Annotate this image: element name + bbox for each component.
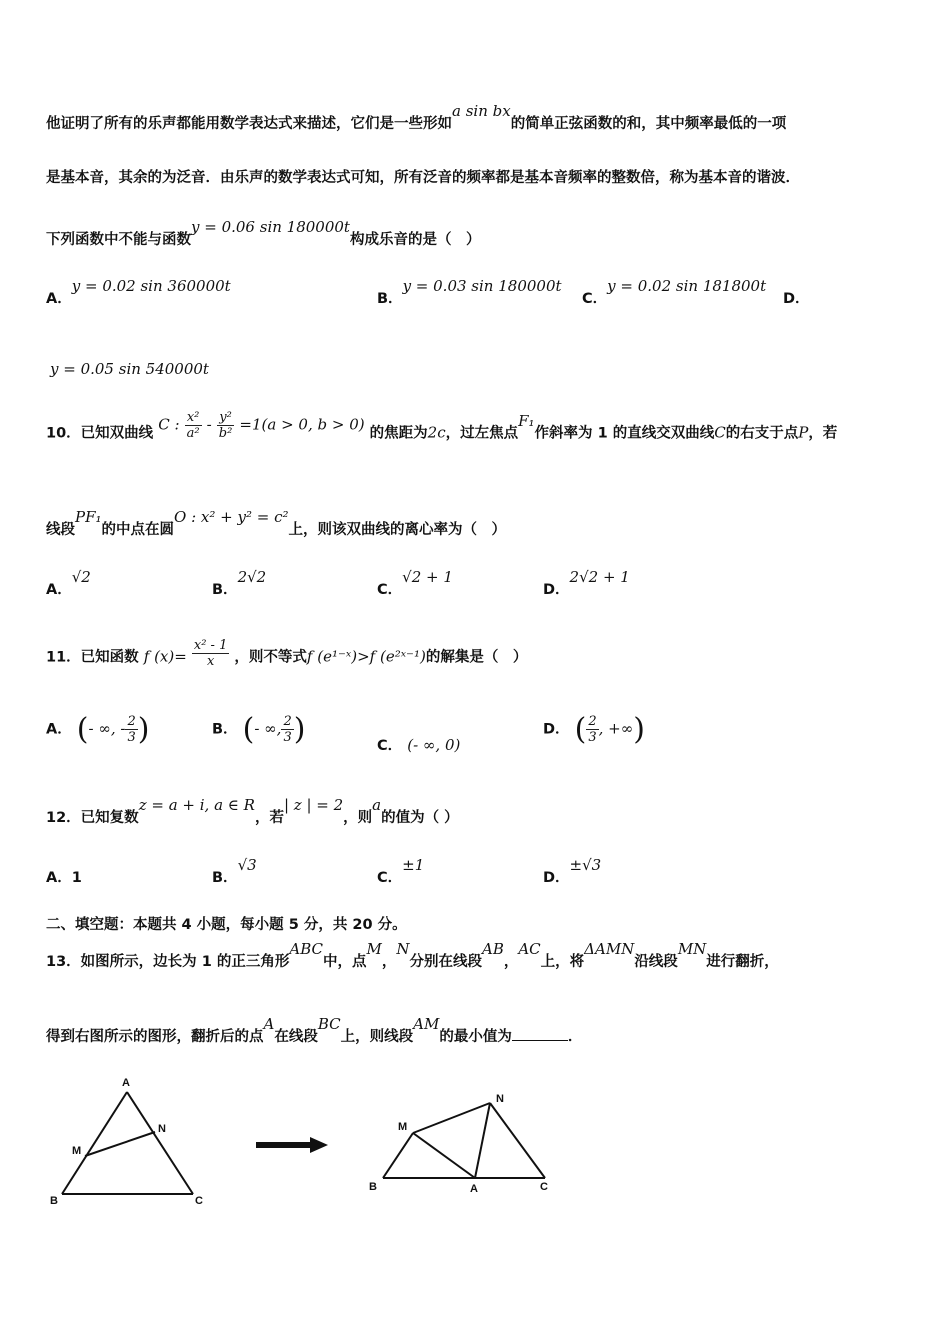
q13-text: 的最小值为: [439, 1029, 512, 1045]
q11-option-c[interactable]: [377, 734, 460, 755]
math-expression: P: [798, 423, 809, 442]
q13-text: 中，点: [323, 954, 367, 970]
q11-text: ，则不等式: [234, 649, 307, 666]
q10-option-a[interactable]: [46, 568, 91, 599]
q9-line-2: 是基本音，其余的为泛音．由乐声的数学表达式可知，所有泛音的频率都是基本音频率的整数倍，称为基本音的谐波．: [46, 170, 800, 186]
option-expression: √2 + 1: [402, 568, 453, 586]
option-letter: C．: [377, 738, 403, 754]
math-expression: O : x² + y² = c²: [174, 508, 289, 526]
side-ab: [62, 1092, 127, 1194]
fraction: [281, 714, 293, 745]
q13-text: 得到右图所示的图形，翻折后的点: [46, 1029, 264, 1045]
right-paren: ): [137, 712, 150, 747]
segment-na: [475, 1103, 490, 1178]
option-letter: D．: [543, 870, 570, 886]
option-letter: B．: [212, 870, 238, 886]
option-letter: D．: [543, 721, 570, 738]
math-expression: M: [366, 940, 382, 958]
q11-option-a[interactable]: [46, 712, 149, 747]
left-paren: (: [574, 712, 587, 747]
q11-text: 的解集是（ ）: [425, 649, 528, 666]
label-n: N: [158, 1123, 166, 1135]
label-b: B: [50, 1195, 58, 1207]
numerator: y²: [217, 410, 235, 426]
numerator: 2: [283, 714, 292, 729]
q13-text: ．: [567, 1029, 583, 1045]
section-heading: 二、填空题：本题共 4 小题，每小题 5 分，共 20 分。: [46, 917, 407, 933]
label-m: M: [398, 1121, 408, 1133]
label-n: N: [496, 1093, 504, 1105]
fraction: [217, 410, 235, 441]
numerator: x²: [185, 410, 202, 426]
math-expression: F₁: [518, 411, 535, 430]
denominator: x: [206, 654, 215, 669]
denominator: b²: [218, 426, 233, 441]
math-expression: BC: [317, 1015, 341, 1033]
left-paren: (: [242, 712, 255, 747]
option-expression: ±√3: [569, 856, 602, 874]
label-b: B: [369, 1181, 377, 1193]
math-expression: f (e¹⁻ˣ)>f (e²ˣ⁻¹): [306, 647, 426, 666]
q10-text: 的焦距为: [369, 425, 428, 442]
option-letter: B．: [212, 582, 238, 598]
option-expression: y = 0.03 sin 180000t: [402, 277, 562, 295]
arrow-icon: [256, 1137, 328, 1153]
option-letter: A．: [46, 291, 72, 307]
math-expression: f (x)=: [143, 647, 187, 666]
option-expression: 2√2 + 1: [569, 568, 630, 586]
q13-text: 在线段: [274, 1029, 318, 1045]
q9-line-3: [46, 218, 481, 249]
q9-text: 的简单正弦函数的和，其中频率最低的一项: [510, 116, 787, 132]
q12-text: ，则: [343, 810, 373, 826]
q11-line-1: [46, 638, 528, 673]
option-letter: B．: [377, 291, 403, 307]
option-expression: - ∞,: [254, 719, 282, 738]
q10-line-1: [46, 410, 838, 449]
option-expression: √3: [237, 856, 257, 874]
option-letter: D．: [783, 291, 810, 307]
label-c: C: [540, 1181, 548, 1193]
right-paren: ): [633, 712, 645, 747]
q13-text: 沿线段: [634, 954, 678, 970]
q9-text: 他证明了所有的乐声都能用数学表达式来描述，它们是一些形如: [46, 116, 452, 132]
fraction: [185, 410, 202, 441]
q10-text: 作斜率为 1 的直线交双曲线: [534, 425, 715, 442]
option-expression: 1: [71, 870, 82, 886]
q13-text: 进行翻折，: [706, 954, 779, 970]
q13-text: 上，将: [540, 954, 585, 970]
numerator: 2: [588, 714, 597, 729]
math-expression: 2c: [427, 423, 446, 442]
question-number: 10．已知双曲线: [46, 425, 154, 442]
question-number: 12．已知复数: [46, 810, 139, 826]
q10-text: 的中点在圆: [101, 522, 175, 538]
q11-option-d[interactable]: [543, 712, 645, 747]
fraction: [192, 638, 229, 669]
option-letter: D．: [543, 582, 570, 598]
q10-option-d[interactable]: [543, 568, 630, 599]
q12-option-c[interactable]: [377, 856, 425, 887]
denominator: a²: [186, 426, 200, 441]
math-expression: AB: [481, 940, 504, 958]
segment-nc: [490, 1103, 545, 1178]
q13-text: 上，则线段: [340, 1029, 414, 1045]
q13-text: ，: [503, 954, 519, 970]
answer-blank[interactable]: [512, 1028, 568, 1041]
q12-option-a[interactable]: [46, 866, 82, 887]
option-expression: ±1: [402, 856, 425, 874]
math-expression: AC: [518, 940, 541, 958]
q10-line-2: [46, 508, 506, 539]
math-expression: y = 0.06 sin 180000t: [191, 218, 350, 236]
option-expression: y = 0.02 sin 360000t: [71, 277, 231, 295]
q10-text: 线段: [46, 522, 75, 538]
side-ac: [127, 1092, 193, 1194]
option-letter: C．: [377, 870, 403, 886]
q13-line-2: [46, 1015, 583, 1046]
math-expression: ABC: [289, 940, 323, 958]
option-expression: y = 0.02 sin 181800t: [607, 277, 767, 295]
question-number: 11．已知函数: [46, 649, 139, 666]
q10-option-b[interactable]: [212, 568, 267, 599]
q9-option-d-expression: [50, 360, 209, 378]
q10-text: 上，则该双曲线的离心率为（ ）: [288, 522, 506, 538]
math-expression: MN: [677, 940, 707, 958]
math-expression: N: [396, 940, 410, 958]
option-expression: (- ∞, 0): [407, 736, 461, 754]
hyperbola-equation: [158, 410, 364, 441]
fraction: [586, 714, 598, 745]
right-figure: [383, 1103, 545, 1178]
q10-option-c[interactable]: [377, 568, 453, 599]
math-expression: | z | = 2: [283, 796, 344, 814]
q9-option-d[interactable]: [783, 287, 810, 308]
left-paren: (: [76, 712, 89, 747]
q10-text: ，过左焦点: [445, 425, 519, 442]
q9-text: 构成乐音的是（ ）: [349, 232, 481, 248]
q12-option-b[interactable]: [212, 856, 257, 887]
segment-mn: [413, 1103, 490, 1133]
option-letter: A．: [46, 582, 72, 598]
math-expression: AM: [413, 1015, 440, 1033]
q12-text: 的值为（ ）: [381, 810, 459, 826]
q9-option-b[interactable]: [377, 277, 562, 308]
q13-text: ，: [381, 954, 397, 970]
q12-text: ，若: [254, 810, 284, 826]
q9-text: 下列函数中不能与函数: [46, 232, 191, 248]
math-expression: =1(a > 0, b > 0): [239, 415, 365, 434]
option-letter: A．: [46, 721, 72, 738]
denominator: 3: [283, 730, 292, 745]
math-expression: ΔAMN: [584, 940, 635, 958]
math-expression: z = a + i, a ∈ R: [138, 796, 255, 814]
segment-mn: [85, 1132, 155, 1156]
option-letter: B．: [212, 721, 238, 738]
q13-text: 分别在线段: [409, 954, 482, 970]
math-expression: PF₁: [75, 508, 102, 526]
option-expression: 2√2: [237, 568, 267, 586]
q9-option-c[interactable]: [582, 277, 767, 308]
q10-text: 的右支于点: [725, 425, 799, 442]
label-m: M: [72, 1145, 82, 1157]
question-number: 13．如图所示，边长为 1 的正三角形: [46, 954, 290, 970]
q11-option-b[interactable]: [212, 712, 305, 747]
segment-bm: [383, 1133, 413, 1178]
option-expression: √2: [71, 568, 91, 586]
segment-ma: [413, 1133, 475, 1178]
label-a: A: [122, 1077, 130, 1089]
math-expression: C: [714, 423, 726, 442]
option-expression: y = 0.05 sin 540000t: [50, 360, 209, 378]
label-a: A: [470, 1183, 478, 1195]
denominator: 3: [127, 730, 136, 745]
math-expression: a: [372, 796, 382, 814]
label-c: C: [195, 1195, 203, 1207]
math-expression: C :: [158, 415, 180, 434]
option-letter: A．: [46, 870, 72, 886]
option-letter: C．: [582, 291, 608, 307]
q12-line-1: [46, 796, 459, 827]
math-operator: -: [206, 415, 212, 434]
folding-figure: [0, 1070, 950, 1230]
q13-line-1: [46, 940, 779, 971]
q9-option-a[interactable]: [46, 277, 231, 308]
q9-line-1: [46, 102, 787, 133]
left-triangle: [62, 1092, 193, 1194]
denominator: 3: [588, 730, 597, 745]
q12-option-d[interactable]: [543, 856, 602, 887]
option-expression: - ∞, -: [88, 719, 126, 738]
option-expression: , +∞: [598, 719, 634, 738]
fraction: [125, 714, 137, 745]
numerator: 2: [127, 714, 136, 729]
numerator: x² - 1: [193, 638, 228, 653]
right-paren: ): [293, 712, 306, 747]
math-expression: A: [263, 1015, 275, 1033]
math-expression: a sin bx: [452, 102, 511, 120]
q10-text: ，若: [808, 425, 838, 442]
option-letter: C．: [377, 582, 403, 598]
